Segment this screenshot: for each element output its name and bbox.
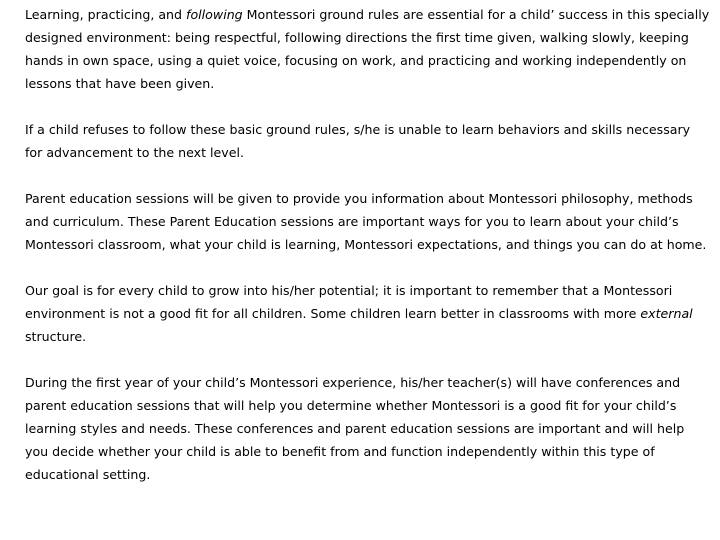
paragraph-ground-rules [25,3,710,95]
paragraph-goal [25,279,710,348]
text-segment: Parent education sessions will be given to provide you information about Montessori philosophy, methods and curriculum. These Parent Education sessions are important ways for you to learn about your child’s Montessori classroom, what your child is learning, Montessori expectations, and things you can do at home. [25,191,707,252]
text-segment-italic: external [640,306,693,321]
text-segment: structure. [25,329,87,344]
text-segment: Montessori ground rules are essential for a child’ success in this specially designed environment: being respectful, following directions the first time given, walking slowly, keeping hands in own space, using a quiet voice, focusing on work, and practicing and working independently on lessons that have been given. [25,7,710,91]
paragraph-first-year [25,371,710,486]
document-body [25,3,710,486]
text-segment: During the first year of your child’s Montessori experience, his/her teacher(s) will have conferences and parent education sessions that will help you determine whether Montessori is a good fit for your child’s learning styles and needs. These conferences and parent education sessions are important and will help you decide whether your child is able to benefit from and function independently within this type of educational setting. [25,375,685,482]
text-segment: Our goal is for every child to grow into his/her potential; it is important to remember that a Montessori environment is not a good fit for all children. Some children learn better in classrooms with more [25,283,673,321]
text-segment-italic: following [186,7,243,22]
text-segment: If a child refuses to follow these basic ground rules, s/he is unable to learn behaviors and skills necessary for advancement to the next level. [25,122,691,160]
paragraph-parent-education [25,187,710,256]
text-segment: Learning, practicing, and [25,7,187,22]
paragraph-refusal [25,118,710,164]
